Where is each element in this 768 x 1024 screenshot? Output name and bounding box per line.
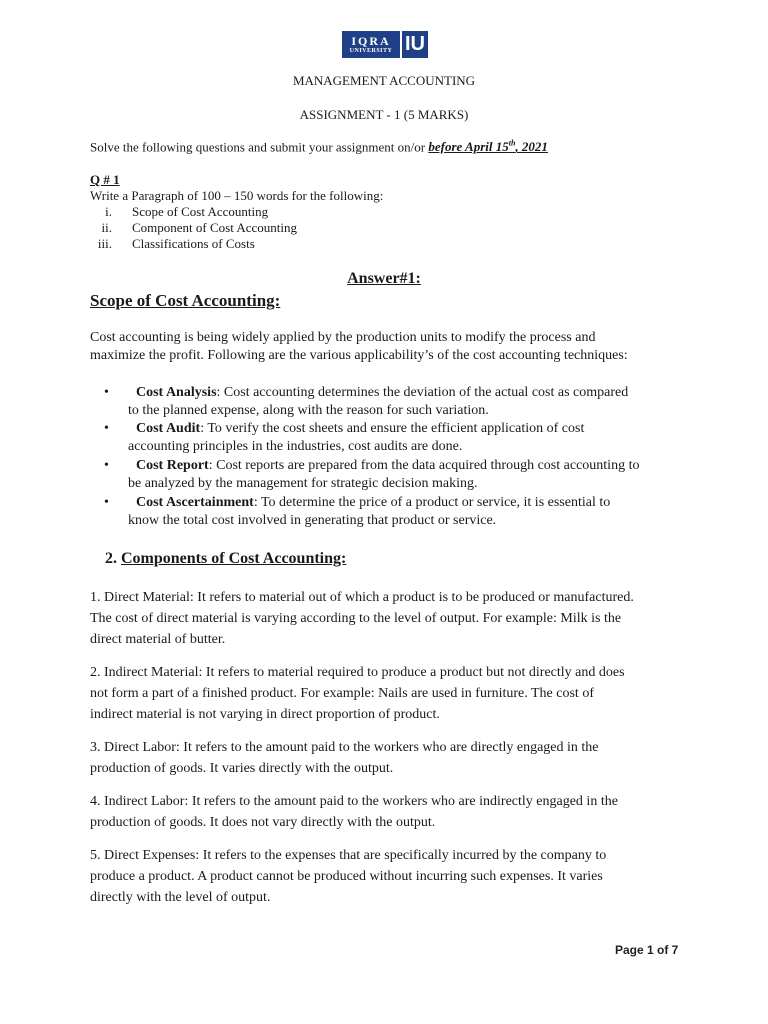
logo-name: IQRA <box>351 34 391 48</box>
item-text: Classifications of Costs <box>132 236 255 251</box>
assignment-title: ASSIGNMENT - 1 (5 MARKS) <box>299 107 469 122</box>
bullet-text-continued: accounting principles in the industries, cost audits are done. <box>128 439 463 454</box>
component-line: 4. Indirect Labor: It refers to the amount paid to the workers who are indirectly engaged in the <box>90 794 618 809</box>
components-title: Components of Cost Accounting: <box>121 550 347 567</box>
component-line: not form a part of a finished product. For example: Nails are used in furniture. The cost of <box>90 686 594 701</box>
university-logo <box>342 31 428 58</box>
bullet-icon: • <box>104 385 109 400</box>
component-paragraph <box>90 587 634 650</box>
component-paragraph <box>90 845 606 908</box>
component-line: 2. Indirect Material: It refers to material required to produce a product but not directly and does <box>90 665 625 680</box>
component-line: production of goods. It does not vary directly with the output. <box>90 815 436 830</box>
component-line: 5. Direct Expenses: It refers to the expenses that are specifically incurred by the company to <box>90 848 607 863</box>
component-line: directly with the level of output. <box>90 890 271 905</box>
logo-subtitle: UNIVERSITY <box>349 48 393 54</box>
component-line: 1. Direct Material: It refers to material out of which a product is to be produced or manufactured. <box>90 590 634 605</box>
question-label: Q # 1 <box>90 172 120 187</box>
bullet-text: : Cost accounting determines the deviation of the actual cost as compared <box>216 385 629 400</box>
bullet-term: Cost Analysis <box>136 385 217 400</box>
component-line: production of goods. It varies directly with the output. <box>90 761 394 776</box>
components-number: 2. <box>105 550 117 567</box>
item-number: iii. <box>97 236 112 251</box>
bullet-term: Cost Audit <box>136 421 201 436</box>
intro-paragraph <box>90 329 628 365</box>
item-text: Scope of Cost Accounting <box>132 204 269 219</box>
bullet-text: : Cost reports are prepared from the data acquired through cost accounting to <box>208 458 640 473</box>
component-line: 3. Direct Labor: It refers to the amount paid to the workers who are directly engaged in the <box>90 740 599 755</box>
bullet-text-continued: to the planned expense, along with the reason for such variation. <box>128 403 489 418</box>
scope-heading: Scope of Cost Accounting: <box>90 291 281 310</box>
bullet-icon: • <box>104 458 109 473</box>
item-number: i. <box>105 204 112 219</box>
page-number: Page 1 of 7 <box>615 943 679 957</box>
answer-heading: Answer#1: <box>347 270 421 287</box>
item-text: Component of Cost Accounting <box>132 220 298 235</box>
components-heading <box>105 550 346 568</box>
component-line: produce a product. A product cannot be produced without incurring such expenses. It varies <box>90 869 603 884</box>
bullet-icon: • <box>104 421 109 436</box>
bullet-term: Cost Ascertainment <box>136 495 254 510</box>
course-title: MANAGEMENT ACCOUNTING <box>292 73 476 88</box>
intro-line: maximize the profit. Following are the various applicability’s of the cost accounting techniques: <box>90 348 628 363</box>
component-line: The cost of direct material is varying according to the level of output. For example: Milk is the <box>90 611 622 626</box>
bullet-text: : To determine the price of a product or service, it is essential to <box>253 495 611 510</box>
intro-line: Cost accounting is being widely applied by the production units to modify the process and <box>90 330 596 345</box>
instruction-text: Solve the following questions and submit your assignment on/or <box>90 139 426 155</box>
bullet-text: : To verify the cost sheets and ensure the efficient application of cost <box>200 421 585 436</box>
bullet-text-continued: know the total cost involved in generating that product or service. <box>128 513 497 528</box>
component-paragraph <box>90 791 618 833</box>
logo-wordmark <box>342 31 400 58</box>
logo-mark: IU <box>402 31 428 58</box>
item-number: ii. <box>101 220 112 235</box>
bullet-text-continued: be analyzed by the management for strategic decision making. <box>128 476 478 491</box>
deadline: before April 15th, 2021 <box>428 139 548 155</box>
bullet-term: Cost Report <box>136 458 209 473</box>
component-line: indirect material is not varying in direct proportion of product. <box>90 707 440 722</box>
bullet-icon: • <box>104 495 109 510</box>
instruction-line <box>90 139 548 155</box>
component-line: direct material of butter. <box>90 632 226 647</box>
component-paragraph <box>90 662 625 725</box>
question-prompt: Write a Paragraph of 100 – 150 words for the following: <box>90 188 384 203</box>
component-paragraph <box>90 737 598 779</box>
